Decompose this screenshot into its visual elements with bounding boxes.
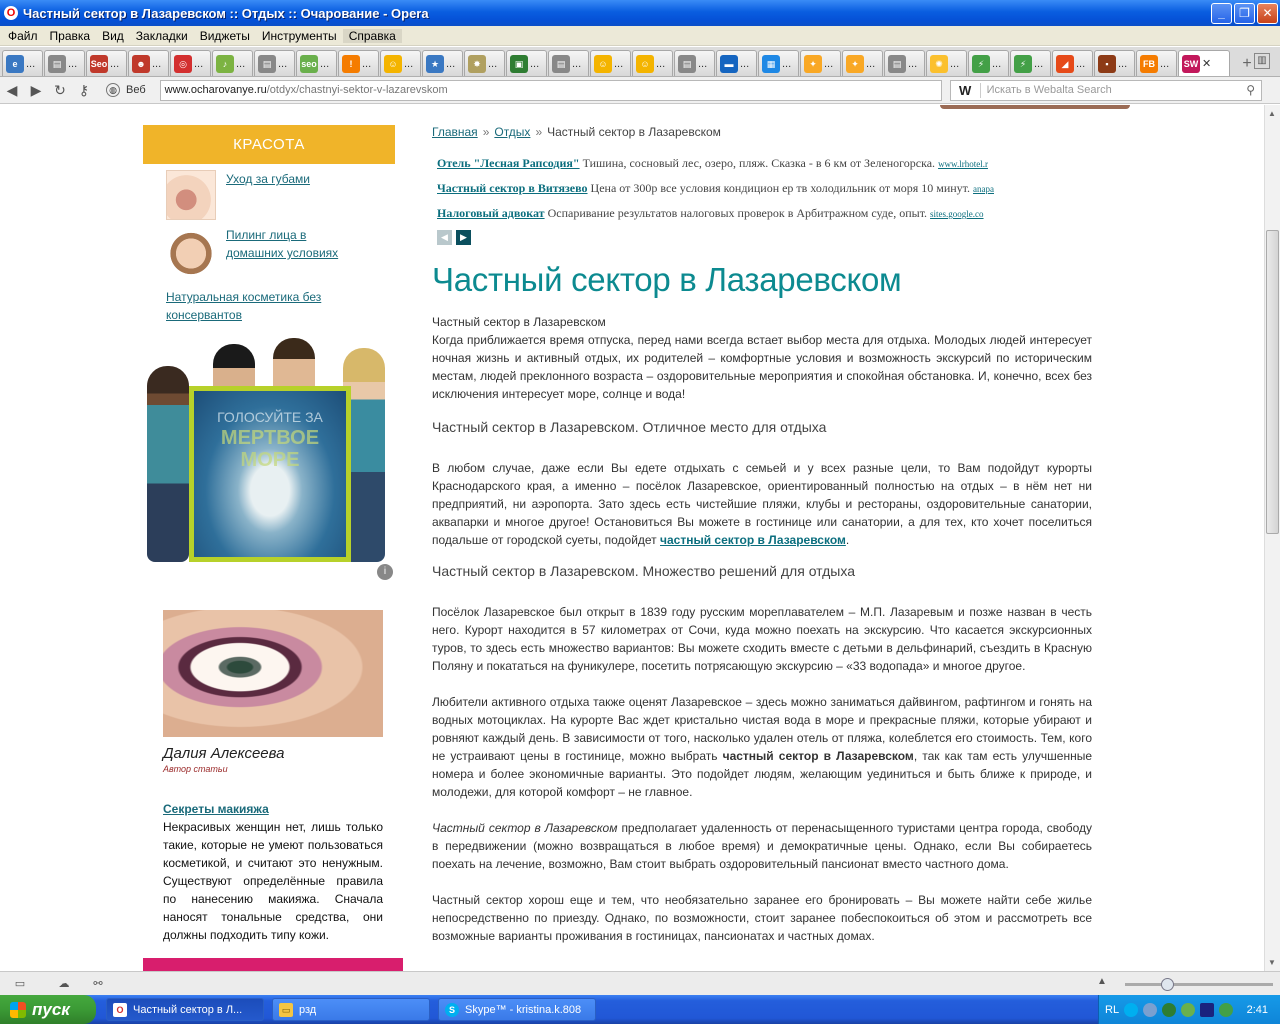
vertical-scrollbar[interactable] — [1264, 105, 1280, 971]
paragraph-2: Посёлок Лазаревское был открыт в 1839 году русским мореплавателем – М.П. Лазаревым и позже назван в честь него. Курорт находится в 57 километрах от Сочи, куда можно поехать на экскурсию. Что касается экскурсионных туров, то здесь есть множество вариантов: Вы можете сходить вместе с детьми в дельфинарий, съездить в Красную Поляну и покататься на фуникулере, посетить потрясающую экскурсию – «33 водопада» и многое другое. — [432, 605, 1092, 673]
tab-ellipsis: ... — [614, 57, 624, 70]
window-titlebar — [0, 0, 1280, 26]
browser-tab[interactable] — [464, 50, 505, 76]
paragraph-3-rest: , так как там есть улучшенные номера и более экономичные варианты. Это подойдет людям, желающим уединиться и быть ближе к природе, и молодежи, для которой комфорт – не главное. — [432, 749, 1092, 799]
ad-description: Тишина, сосновый лес, озеро, пляж. Сказка - в 6 км от Зеленогорска. — [582, 156, 936, 170]
tab-ellipsis: ... — [488, 57, 498, 70]
task-opera[interactable] — [106, 998, 264, 1021]
tab-favicon-icon: FB — [1140, 55, 1158, 73]
author-name: Далия Алексеева — [163, 745, 285, 762]
page-title: Частный сектор в Лазаревском — [432, 261, 902, 298]
tab-favicon-icon: ✸ — [468, 55, 486, 73]
minimize-button[interactable]: _ — [1211, 3, 1232, 24]
tab-favicon-icon: Seo — [90, 55, 108, 73]
skype-icon: S — [445, 1003, 459, 1017]
tab-ellipsis: ... — [446, 57, 456, 70]
browser-tab[interactable] — [548, 50, 589, 76]
zoom-slider-knob[interactable] — [1161, 978, 1174, 991]
tab-favicon-icon: ♪ — [216, 55, 234, 73]
tab-favicon-icon: ◢ — [1056, 55, 1074, 73]
browser-tab[interactable] — [590, 50, 631, 76]
system-tray — [1098, 995, 1280, 1024]
browser-tab[interactable] — [758, 50, 799, 76]
tab-favicon-icon: ▤ — [48, 55, 66, 73]
scroll-down-icon[interactable]: ▼ — [1268, 958, 1276, 967]
tab-ellipsis: ... — [362, 57, 372, 70]
tab-favicon-icon: ▬ — [720, 55, 738, 73]
tab-favicon-icon: ⚡ — [972, 55, 990, 73]
browser-tab[interactable] — [128, 50, 169, 76]
ad-navigation — [437, 230, 1092, 245]
paragraph-3-bold: частный сектор в Лазаревском — [722, 749, 914, 763]
reload-icon[interactable]: ↻ — [54, 81, 66, 98]
tab-bar — [0, 47, 1280, 77]
forward-icon[interactable]: ▶ — [30, 81, 42, 98]
tab-ellipsis: ... — [656, 57, 666, 70]
ad-next-icon[interactable]: ▶ — [456, 230, 471, 245]
tab-ellipsis: ... — [1160, 57, 1170, 70]
web-label: Веб — [126, 84, 146, 96]
media-icon[interactable] — [1200, 1003, 1214, 1017]
zoom-up-icon[interactable]: ▲ — [1097, 976, 1107, 987]
browser-tab[interactable] — [296, 50, 337, 76]
language-indicator[interactable]: RL — [1105, 1003, 1120, 1016]
search-icon[interactable]: ⚲ — [1246, 83, 1256, 97]
ad-item[interactable] — [437, 201, 1032, 226]
dead-sea-poster — [189, 386, 351, 562]
browser-tab[interactable] — [1052, 50, 1093, 76]
sidebar-item-peeling[interactable] — [143, 226, 403, 276]
tab-close-icon[interactable]: ✕ — [1202, 58, 1212, 70]
breadcrumb-separator: » — [482, 125, 490, 139]
url-host: www.ocharovanye.ru — [164, 83, 267, 96]
beauty-section-title: КРАСОТА — [143, 125, 395, 164]
tab-ellipsis: ... — [992, 57, 1002, 70]
tab-favicon-icon: ▣ — [510, 55, 528, 73]
paragraph-3 — [432, 693, 1092, 801]
intro-paragraph — [432, 313, 1092, 403]
paragraph-1: В любом случае, даже если Вы едете отдыхать с семьей и у всех разные цели, то Вам подойдут курорты Краснодарского края, а именно – посёлок Лазаревское, ориентированный полностью на отдых – в нём нет ни предприятий, ни аэропорта. Зато здесь есть чистейшие пляжи, клубы и рестораны, оздоровительные санатории, аквапарки и многое другое! Остановиться Вы можете в гостинице или санатории, а для тех, кто хочет поселиться подальше от городской суеты, подойдет частный сектор в Лазаревском. — [432, 461, 1092, 547]
ad-title[interactable]: Частный сектор в Витязево — [437, 181, 588, 195]
ad-item[interactable] — [437, 176, 1032, 201]
tab-ellipsis: ... — [236, 57, 246, 70]
back-icon[interactable]: ◀ — [6, 81, 18, 98]
tab-ellipsis: ... — [740, 57, 750, 70]
share-icon[interactable]: ⚯ — [93, 978, 103, 990]
maximize-button[interactable]: ❐ — [1234, 3, 1255, 24]
browser-tab[interactable] — [926, 50, 967, 76]
browser-tab[interactable] — [632, 50, 673, 76]
tab-ellipsis: ... — [320, 57, 330, 70]
sidebar-item-lips[interactable] — [143, 170, 403, 220]
tab-ellipsis: ... — [68, 57, 78, 70]
main-content — [432, 125, 1092, 945]
browser-tab[interactable] — [44, 50, 85, 76]
browser-tab[interactable] — [170, 50, 211, 76]
browser-tab[interactable] — [1136, 50, 1177, 76]
lips-thumbnail[interactable] — [166, 170, 216, 220]
url-path: /otdyx/chastnyi-sektor-v-lazarevskom — [266, 83, 448, 96]
windows-taskbar — [0, 995, 1280, 1024]
subheading-1: Частный сектор в Лазаревском. Отличное место для отдыха — [432, 419, 827, 435]
browser-tab[interactable] — [254, 50, 295, 76]
browser-tab[interactable] — [86, 50, 127, 76]
task-skype[interactable] — [438, 998, 596, 1021]
ad-item[interactable] — [437, 151, 1032, 176]
author-photo — [163, 610, 383, 737]
tab-favicon-icon: ! — [342, 55, 360, 73]
tab-ellipsis: ... — [782, 57, 792, 70]
key-icon[interactable]: ⚷ — [78, 81, 90, 98]
tab-favicon-icon: ☺ — [384, 55, 402, 73]
sync-icon[interactable] — [1181, 1003, 1195, 1017]
tab-ellipsis: ... — [110, 57, 120, 70]
browser-tab[interactable] — [884, 50, 925, 76]
status-bar — [0, 971, 1280, 995]
tab-favicon-icon: ☺ — [636, 55, 654, 73]
tab-ellipsis: ... — [1034, 57, 1044, 70]
tab-ellipsis: ... — [194, 57, 204, 70]
update-icon[interactable] — [1219, 1003, 1233, 1017]
paragraph-4-italic: Частный сектор в Лазаревском — [432, 821, 618, 835]
paragraph-3-text: Любители активного отдыха также оценят Лазаревское – здесь можно заниматься дайвингом, рафтингом и гонять на водных мотоциклах. На курорте Вас ждет кристально чистая вода в море и прекрасные пляжи, которые убирают и ровняют каждый день. В зависимости от того, насколько удален отель от пляжа, колеблется его стоимость. Тем, кого не устраивают цены в гостинице, можно выбрать — [432, 695, 1092, 763]
tab-favicon-icon: ✦ — [804, 55, 822, 73]
tab-favicon-icon: ▪ — [1098, 55, 1116, 73]
person-figure — [147, 366, 189, 562]
browser-tab[interactable] — [842, 50, 883, 76]
task-label: Skype™ - kristina.k.808 — [465, 1003, 582, 1016]
search-box[interactable] — [950, 80, 1262, 101]
web-button[interactable] — [106, 83, 146, 97]
scrollbar-thumb[interactable] — [1266, 230, 1279, 534]
face-thumbnail[interactable] — [166, 226, 216, 276]
browser-tab[interactable] — [1094, 50, 1135, 76]
tab-ellipsis: ... — [152, 57, 162, 70]
menu-help[interactable]: Справка — [343, 29, 402, 43]
tab-favicon-icon: ☻ — [132, 55, 150, 73]
tab-ellipsis: ... — [908, 57, 918, 70]
left-sidebar — [143, 125, 403, 988]
search-input[interactable]: Искать в Webalta Search — [986, 84, 1112, 96]
tab-favicon-icon: e — [6, 55, 24, 73]
antivirus-icon[interactable] — [1162, 1003, 1176, 1017]
tab-favicon-icon: ▤ — [552, 55, 570, 73]
tab-favicon-icon: ◎ — [174, 55, 192, 73]
address-bar — [0, 77, 1280, 104]
tab-ellipsis: ... — [824, 57, 834, 70]
task-label: рзд — [299, 1003, 317, 1016]
url-input[interactable] — [160, 80, 942, 101]
task-label: Частный сектор в Л... — [133, 1003, 243, 1016]
menu-tools[interactable]: Инструменты — [261, 28, 337, 43]
promo-text-deadsea: МЕРТВОЕ МОРЕ — [220, 427, 320, 471]
browser-tab[interactable] — [380, 50, 421, 76]
promo-text-vote: ГОЛОСУЙТЕ ЗА — [217, 409, 323, 425]
close-button[interactable]: ✕ — [1257, 3, 1278, 24]
lips-link[interactable]: Уход за губами — [226, 172, 310, 186]
start-button[interactable] — [0, 995, 96, 1024]
menu-file[interactable]: Файл — [8, 28, 38, 43]
tab-ellipsis: ... — [1076, 57, 1086, 70]
intro-text: Когда приближается время отпуска, перед нами всегда встает выбор места для отдыха. Молодых людей интересует ночная жизнь и активный отдых, их родителей – комфортные условия и возможность экскурсий по историческим местам, людей преклонного возраста – оздоровительные мероприятия и спокойная обстановка. И, конечно, всех без исключения интересует море, солнце и вода! — [432, 333, 1092, 401]
tab-ellipsis: ... — [698, 57, 708, 70]
paragraph-4 — [432, 819, 1092, 873]
browser-tab[interactable] — [1178, 50, 1230, 76]
tab-favicon-icon: ▤ — [678, 55, 696, 73]
page-viewport — [0, 105, 1264, 971]
tab-ellipsis: ... — [26, 57, 36, 70]
browser-tab[interactable] — [2, 50, 43, 76]
menu-edit[interactable]: Правка — [49, 28, 91, 43]
tab-ellipsis: ... — [572, 57, 582, 70]
author-role: Автор статьи — [163, 764, 228, 774]
ad-url[interactable]: sites.google.co — [930, 209, 984, 219]
cosmetics-link[interactable]: Натуральная косметика без консервантов — [166, 290, 322, 322]
breadcrumb-section[interactable]: Отдых — [494, 125, 531, 139]
menu-view[interactable]: Вид — [102, 28, 124, 43]
globe-icon: ◍ — [106, 83, 120, 97]
menu-bar — [0, 26, 1280, 46]
browser-tab[interactable] — [422, 50, 463, 76]
tab-favicon-icon: ▦ — [762, 55, 780, 73]
breadcrumb-separator: » — [535, 125, 543, 139]
ad-title[interactable]: Налоговый адвокат — [437, 206, 545, 220]
menu-widgets[interactable]: Виджеты — [199, 28, 250, 43]
new-tab-button[interactable]: + — [1242, 55, 1252, 72]
makeup-secrets-text: Некрасивых женщин нет, лишь только такие, которые не умеют пользоваться косметикой, и считают это ненужным. Существуют определённые правила по нанесению макияжа. Сначала наносят тональные средства, они должны подходить типу кожи. — [163, 820, 383, 942]
tab-favicon-icon: SW — [1182, 55, 1200, 73]
start-label: пуск — [32, 999, 70, 1019]
tab-ellipsis: ... — [404, 57, 414, 70]
info-icon[interactable]: i — [377, 564, 393, 580]
sidebar-item-cosmetics[interactable] — [166, 288, 356, 324]
browser-tab[interactable] — [674, 50, 715, 76]
opera-task-icon: O — [113, 1003, 127, 1017]
ad-url[interactable]: www.lrhotel.r — [938, 159, 988, 169]
browser-tab[interactable] — [212, 50, 253, 76]
ad-title[interactable]: Отель "Лесная Рапсодия" — [437, 156, 580, 170]
tab-favicon-icon: seo — [300, 55, 318, 73]
tab-favicon-icon: ☺ — [594, 55, 612, 73]
breadcrumb-current: Частный сектор в Лазаревском — [547, 125, 721, 139]
subheading-2: Частный сектор в Лазаревском. Множество решений для отдыха — [432, 563, 855, 579]
tab-ellipsis: ... — [530, 57, 540, 70]
tab-ellipsis: ... — [1118, 57, 1128, 70]
tab-favicon-icon: ✺ — [930, 55, 948, 73]
private-sector-link[interactable]: частный сектор в Лазаревском — [660, 533, 846, 547]
task-folder[interactable] — [272, 998, 430, 1021]
browser-tab[interactable] — [800, 50, 841, 76]
breadcrumb-home[interactable]: Главная — [432, 125, 478, 139]
menu-bookmarks[interactable]: Закладки — [135, 28, 188, 43]
makeup-secrets-link[interactable]: Секреты макияжа — [163, 802, 269, 816]
scroll-up-icon[interactable]: ▲ — [1268, 109, 1276, 118]
browser-tab[interactable] — [506, 50, 547, 76]
breadcrumb — [432, 125, 1092, 139]
banner-edge — [940, 105, 1130, 109]
tab-ellipsis: ... — [278, 57, 288, 70]
makeup-secrets-block — [163, 800, 383, 944]
ad-prev-icon[interactable]: ◀ — [437, 230, 452, 245]
ad-url[interactable]: anapa — [973, 184, 994, 194]
tab-favicon-icon: ★ — [426, 55, 444, 73]
ad-description: Оспаривание результатов налоговых проверок в Арбитражном суде, опыт. — [547, 206, 928, 220]
closed-tabs-icon[interactable]: ▥ — [1254, 53, 1270, 69]
intro-label: Частный сектор в Лазаревском — [432, 315, 606, 329]
tab-favicon-icon: ▤ — [888, 55, 906, 73]
window-title: Частный сектор в Лазаревском :: Отдых :: Очарование - Opera — [23, 5, 429, 21]
skype-tray-icon[interactable] — [1124, 1003, 1138, 1017]
folder-icon: ▭ — [279, 1003, 293, 1017]
dead-sea-promo-banner[interactable] — [143, 344, 395, 584]
search-engine-icon[interactable]: W — [951, 83, 981, 98]
ad-description: Цена от 300р все условия кондицион ер тв холодильник от моря 10 минут. — [590, 181, 971, 195]
tab-ellipsis: ... — [950, 57, 960, 70]
opera-icon: O — [4, 6, 18, 20]
paragraph-5: Частный сектор хорош еще и тем, что необязательно заранее его бронировать – Вы можете найти себе жилье непосредственно по приезду. Однако, по возможности, стоит заранее побеспокоиться об этом и рассмотреть все возможные варианты проживания в гостиницах, пансионатах и частных домах. — [432, 893, 1092, 943]
browser-tab[interactable] — [1010, 50, 1051, 76]
paragraph-4-text: предполагает удаленность от перенасыщенного туристами центра города, свободу в передвижении (можно возвращаться в любое время) и демократичные цены. Однако, если Вы собираетесь поехать на лечение, возможно, Вам стоит выбрать оздоровительный пансионат вместо частного дома. — [432, 821, 1092, 871]
windows-logo-icon — [10, 1002, 26, 1018]
zoom-slider[interactable] — [1125, 983, 1273, 986]
tab-favicon-icon: ▤ — [258, 55, 276, 73]
paragraph-1-text: В любом случае, даже если Вы едете отдыхать с семьей и у всех разные цели, то Вам подойдут курорты Краснодарского края, а именно – посёлок Лазаревское, ориентированный полностью на отдых – в нём нет ни предприятий, ни аэропорта. Зато здесь есть чистейшие пляжи, клубы и рестораны, оздоровительные санатории, аквапарки и многое другое! Остановиться Вы можете в гостинице или санатории, а для тех, кто хочет поселиться подальше от городской суеты, подойдет — [432, 461, 1092, 547]
browser-tab[interactable] — [338, 50, 379, 76]
peeling-link[interactable]: Пилинг лица в домашних условиях — [226, 228, 339, 260]
panel-toggle-icon[interactable]: ▭ — [14, 978, 26, 990]
browser-tab[interactable] — [968, 50, 1009, 76]
network-icon[interactable] — [1143, 1003, 1157, 1017]
tab-favicon-icon: ⚡ — [1014, 55, 1032, 73]
ad-block — [437, 151, 1092, 245]
clock: 2:41 — [1246, 1003, 1268, 1016]
tab-favicon-icon: ✦ — [846, 55, 864, 73]
cloud-icon[interactable]: ☁ — [58, 978, 70, 990]
tab-ellipsis: ... — [866, 57, 876, 70]
browser-tab[interactable] — [716, 50, 757, 76]
